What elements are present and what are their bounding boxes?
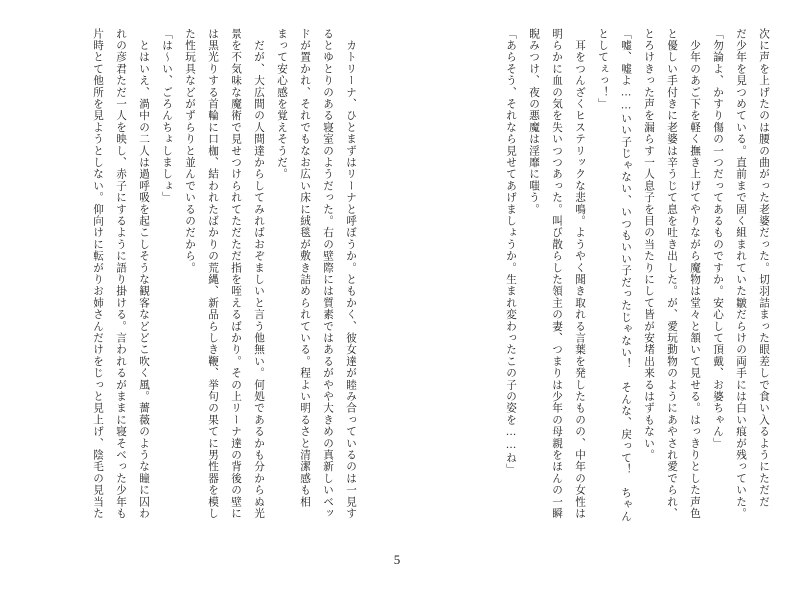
- text-line: だが、大広間の人間達からしてみればおぞましいと言う他無い。何処であるかも分からぬ光: [253, 28, 265, 520]
- page-number: 5: [393, 552, 401, 567]
- text-line: 明らかに血の気を失いつつあった。叫び散らした領主の妻、つまりは少年の母親をほんの一瞬: [551, 28, 563, 520]
- text-line: は黒光りする首輪に口枷、結われたばかりの荒縄、新品らしき鞭、挙句の果てに男性器を模し: [207, 28, 219, 520]
- text-line: た性玩具などがずらりと並んでいるのだから。: [184, 28, 196, 274]
- text-line: まって安心感を覚えそうだ。: [276, 28, 288, 181]
- text-line: 睨みつけ、夜の悪魔は淫靡に嗤う。: [528, 28, 540, 216]
- text-line: と優しい手付きに老婆は辛うじて息を吐き出した。が、愛玩動物のようにあやされ愛でられ、: [666, 28, 678, 520]
- text-line: とはいえ、渦中の二人は過呼吸を起こしそうな観客などどこ吹く風。薔薇のような瞳に囚わ: [138, 28, 150, 520]
- text-line: だ少年を見つめている。直前まで固く組まれていた皺だらけの両手には白い痕が残っていた。: [735, 28, 747, 520]
- text-line: とろけきった声を漏らす一人息子を目の当たりにして皆が安堵出来るはずもない。: [643, 28, 655, 461]
- text-line: 「あらそう、それなら見せてあげましょうか。生まれ変わったこの子の姿を……ね」: [505, 28, 517, 476]
- text-line: 「勿論よ、かすり傷の一つだってあるものですか。安心して頂戴、お婆ちゃん」: [712, 28, 724, 450]
- text-line: れの彦君ただ一人を映し、赤子にするように語り掛ける。言われるがままに寝そべった少年も: [115, 28, 127, 520]
- text-line: 景を不気味な魔術で見せつけられてただただ指を咥えるばかり。その上リーナ達の背後の壁に: [230, 28, 242, 520]
- text-line: ドが置かれ、それでもなお広い床に絨毯が敷き詰められている。程よい明るさと清潔感も相: [299, 28, 311, 508]
- text-line: 耳をつんざくヒステリックな悲鳴。ようやく聞き取れる言葉を発したものの、中年の女性は: [574, 28, 586, 520]
- text-line: 少年のあご下を軽く撫き上げてやりながら魔物は堂々と頷いて見せる。はっきりとした声色: [689, 28, 701, 520]
- text-line: 「嘘、嘘よ……いい子じゃない、いつもいい子だったじゃない！ そんな、戻って！ ちゃん: [620, 28, 632, 523]
- text-line: カトリーナ、ひとまずはリーナと呼ぼうか。ともかく、彼女達が睦み合っているのは一見す: [345, 28, 357, 520]
- text-line: 片時とて他所を見ようとしない。仰向けに転がりお姉さんだけをじっと見上げ、陰毛の見当た: [92, 28, 104, 520]
- text-line: 「は～い、ごろんちょしましょ」: [161, 28, 173, 204]
- text-line: 次に声を上げたのは腰の曲がった老婆だった。切羽詰まった眼差しで食い入るようにただだ: [758, 28, 770, 508]
- text-line: としてぇっ！」: [597, 28, 609, 110]
- text-line: るとゆとりのある寝室のようだった。右の壁際には質素ではあるがやや大きめの真新しいベッ: [322, 28, 334, 520]
